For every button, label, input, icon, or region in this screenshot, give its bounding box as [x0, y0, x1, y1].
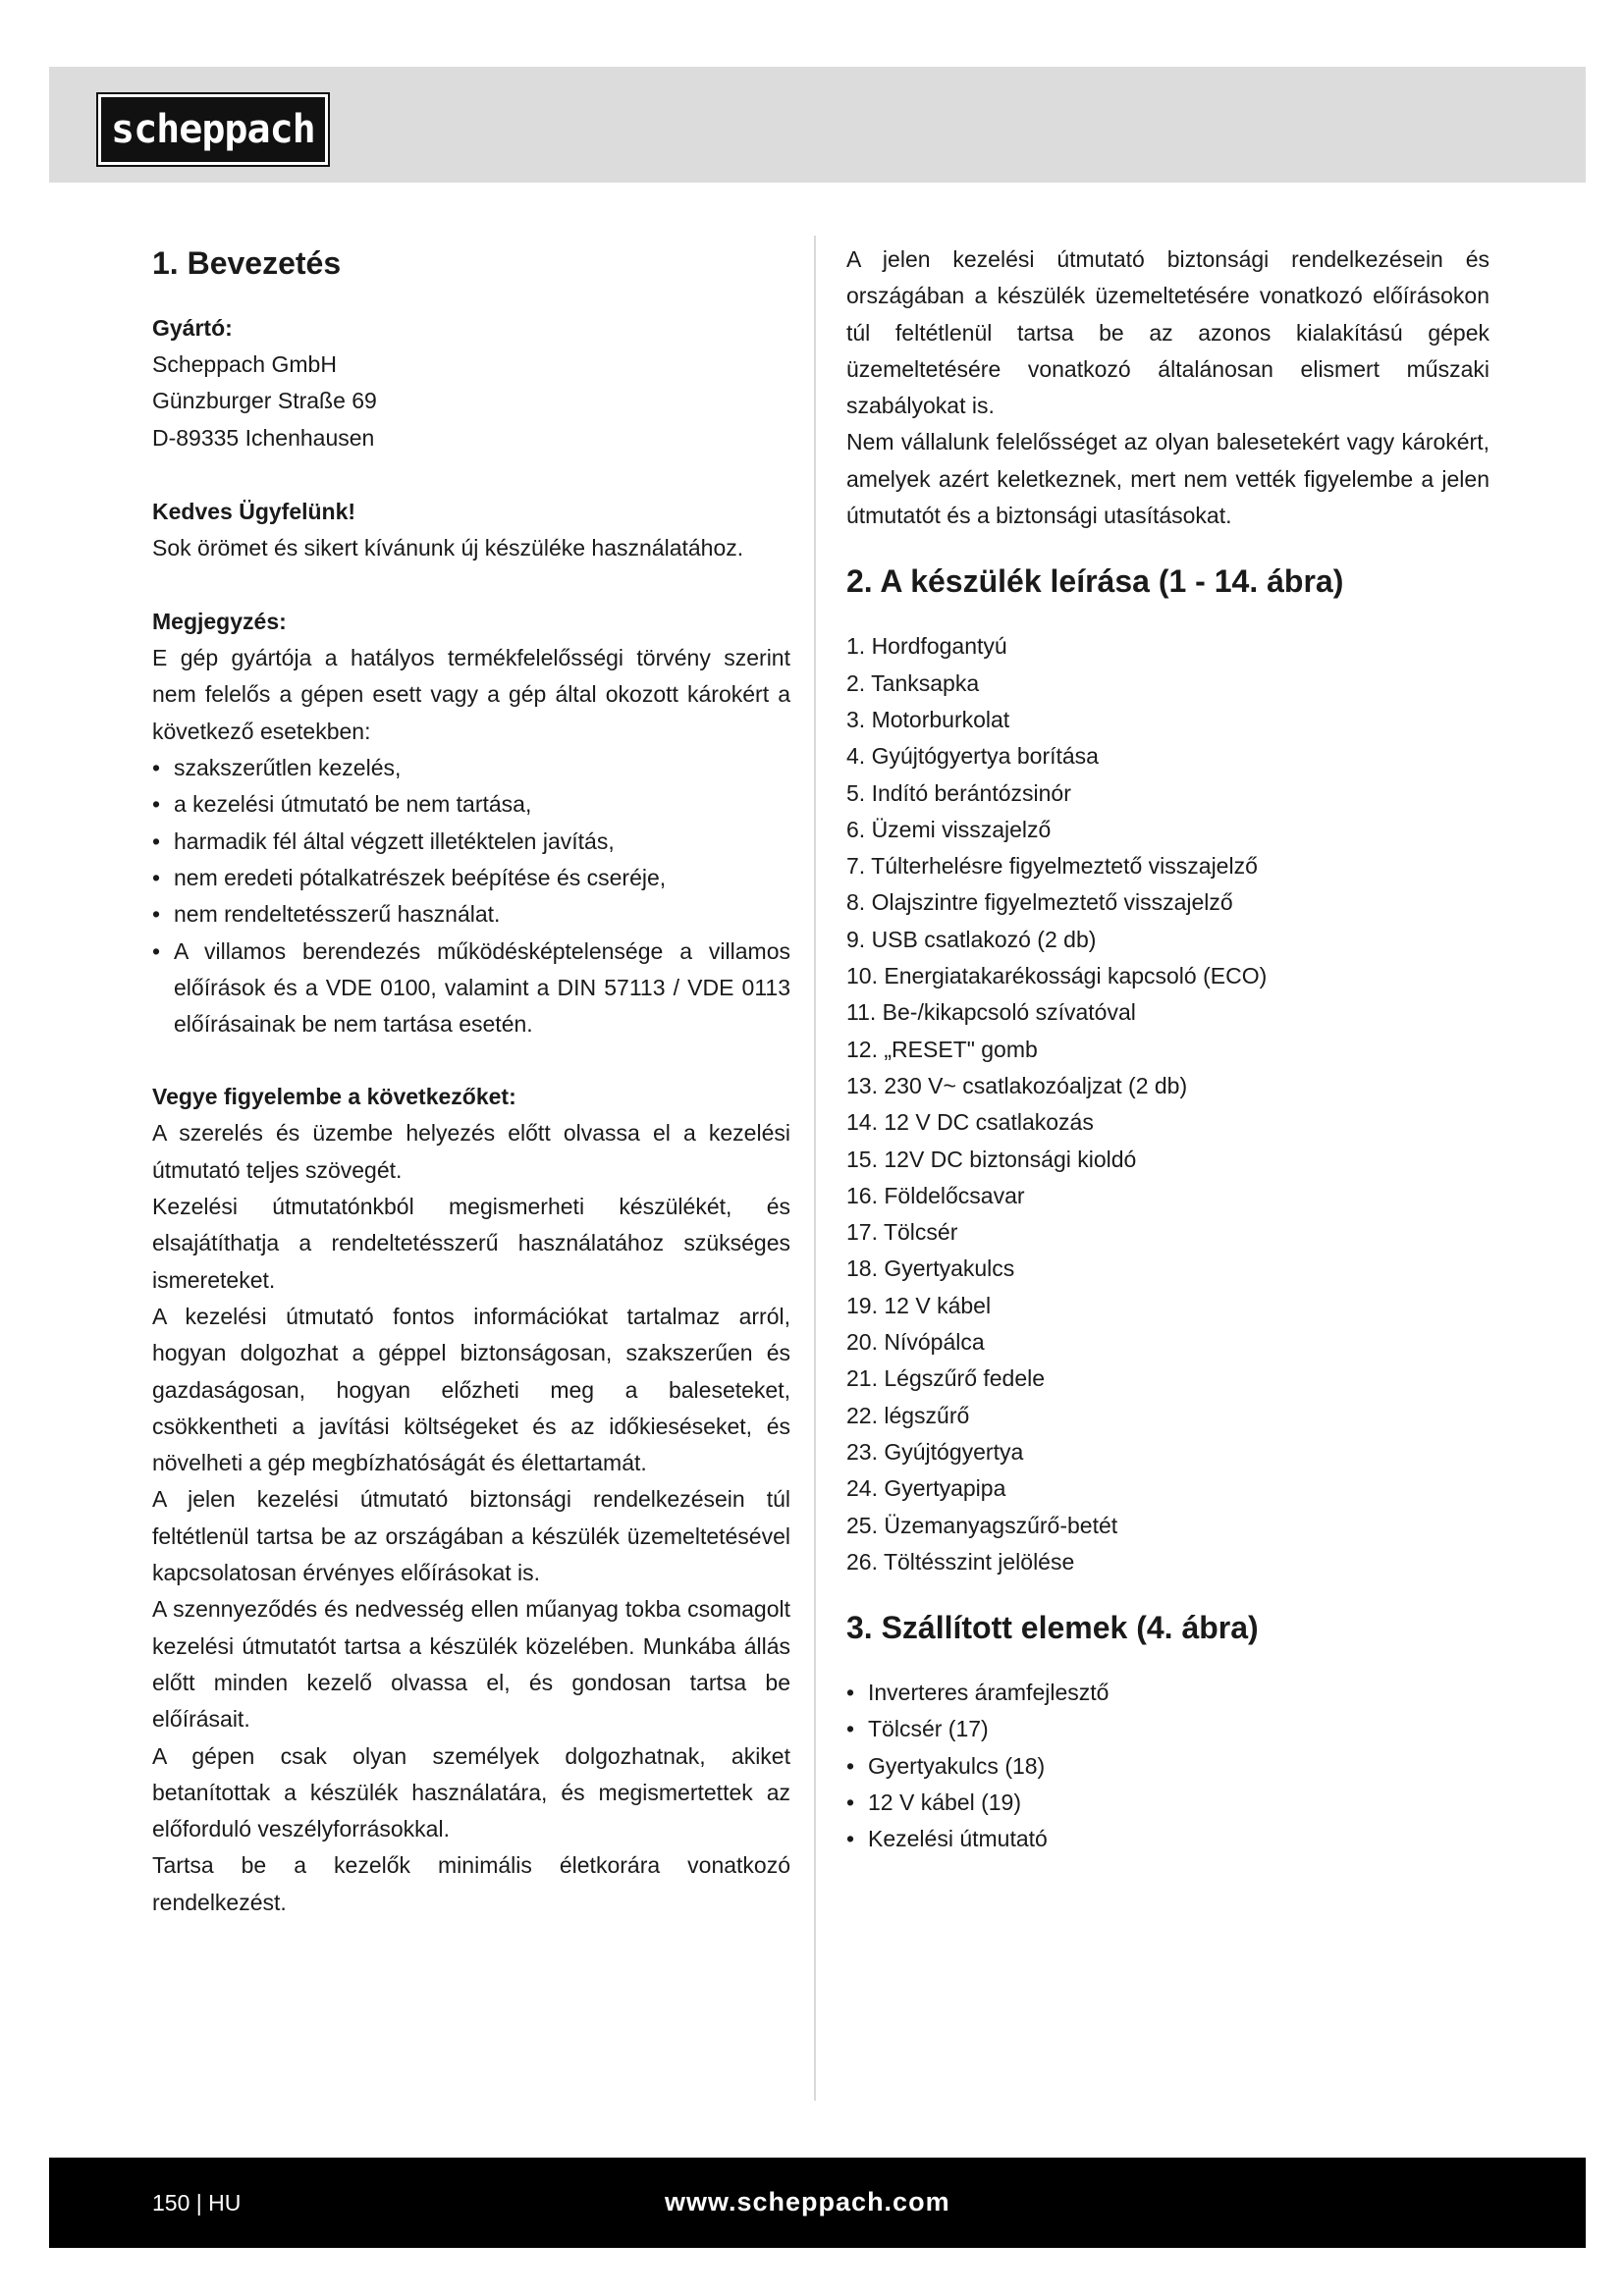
manufacturer-label: Gyártó:: [152, 315, 233, 341]
part-item: 22. légszűrő: [846, 1402, 970, 1428]
part-item: 5. Indító berántózsinór: [846, 779, 1071, 806]
note-bullet: • A villamos berendezés működésképtelensége a villamos előírások és a VDE 0100, valamint a DIN 57113 / VDE 0113 előírásainak be nem tartása esetén.: [152, 934, 790, 1043]
part-item: 14. 12 V DC csatlakozás: [846, 1109, 1094, 1136]
part-item: 15. 12V DC biztonsági kioldó: [846, 1146, 1137, 1172]
part-item: 24. Gyertyapipa: [846, 1475, 1006, 1502]
note-bullet-list: [152, 750, 790, 1042]
note-bullet: • nem rendeltetésszerű használat.: [152, 896, 790, 933]
part-item: 10. Energiatakarékossági kapcsoló (ECO): [846, 963, 1268, 989]
attention-paragraph: Tartsa be a kezelők minimális életkorára vonatkozó rendelkezést.: [152, 1852, 790, 1915]
right-column: [846, 241, 1489, 1858]
note-bullet: • harmadik fél által végzett illetéktelen javítás,: [152, 824, 790, 860]
part-item: 21. Légszűrő fedele: [846, 1365, 1046, 1392]
delivered-item: • Kezelési útmutató: [846, 1821, 1489, 1857]
part-item: 2. Tanksapka: [846, 669, 980, 696]
greeting-label: Kedves Ügyfelünk!: [152, 498, 356, 524]
intro-paragraph: A jelen kezelési útmutató biztonsági rendelkezésein és országában a készülék üzemeltetésére vonatkozó előírásokon túl feltétlenül tartsa be az azonos kialakítású gépek üzemeltetésére vonatkozó általánosan elismert műszaki szabályokat is.: [846, 246, 1489, 419]
part-item: 16. Földelőcsavar: [846, 1182, 1025, 1208]
attention-paragraph: Kezelési útmutatónkból megismerheti készülékét, és elsajátíthatja a rendeltetésszerű használatához szükséges ismereteket.: [152, 1194, 790, 1293]
intro-paragraph: Nem vállalunk felelősséget az olyan balesetekért vagy károkért, amelyek azért keletkeznek, mert nem vették figyelembe a jelen útmutatót és a biztonsági utasításokat.: [846, 429, 1489, 529]
delivered-item: • 12 V kábel (19): [846, 1785, 1489, 1821]
delivered-item: • Inverteres áramfejlesztő: [846, 1675, 1489, 1711]
part-item: 23. Gyújtógyertya: [846, 1438, 1024, 1465]
page-header: [49, 67, 1586, 183]
part-item: 3. Motorburkolat: [846, 706, 1010, 732]
part-item: 18. Gyertyakulcs: [846, 1255, 1015, 1282]
parts-list: [846, 628, 1489, 1580]
part-item: 8. Olajszintre figyelmeztető visszajelző: [846, 889, 1233, 916]
attention-paragraph: A szennyeződés és nedvesség ellen műanyag tokba csomagolt kezelési útmutatót tartsa a készülék közelében. Munkába állás előtt minden kezelő olvassa el, és gondosan tartsa be előírásait.: [152, 1596, 790, 1733]
part-item: 9. USB csatlakozó (2 db): [846, 926, 1097, 952]
page-number: 150 | HU: [152, 2190, 242, 2216]
left-column: [152, 241, 790, 1921]
part-item: 19. 12 V kábel: [846, 1292, 992, 1318]
note-bullet: • nem eredeti pótalkatrészek beépítése és cseréje,: [152, 860, 790, 896]
section-1-title: 1. Bevezetés: [152, 245, 342, 281]
part-item: 20. Nívópálca: [846, 1329, 985, 1356]
part-item: 7. Túlterhelésre figyelmeztető visszajelző: [846, 853, 1258, 880]
note-label: Megjegyzés:: [152, 609, 287, 635]
part-item: 1. Hordfogantyú: [846, 633, 1007, 660]
part-item: 13. 230 V~ csatlakozóaljzat (2 db): [846, 1072, 1188, 1098]
attention-paragraph: A gépen csak olyan személyek dolgozhatnak, akiket betanítottak a készülék használatára, és megismertettek az előforduló veszélyforrásokkal.: [152, 1742, 790, 1842]
column-divider: [814, 236, 816, 2101]
address-line: Scheppach GmbH: [152, 351, 337, 377]
section-3-title: 3. Szállított elemek (4. ábra): [846, 1610, 1259, 1646]
part-item: 11. Be-/kikapcsoló szívatóval: [846, 999, 1136, 1026]
attention-label: Vegye figyelembe a következőket:: [152, 1084, 516, 1110]
note-text: E gép gyártója a hatályos termékfelelősségi törvény szerint nem felelős a gépen esett vagy a gép által okozott károkért a következő esetekben:: [152, 645, 790, 744]
delivered-item: • Gyertyakulcs (18): [846, 1748, 1489, 1785]
section-2-title: 2. A készülék leírása (1 - 14. ábra): [846, 563, 1344, 600]
note-bullet: • szakszerűtlen kezelés,: [152, 750, 790, 786]
attention-paragraph: A szerelés és üzembe helyezés előtt olvassa el a kezelési útmutató teljes szövegét.: [152, 1120, 790, 1183]
delivered-item: • Tölcsér (17): [846, 1711, 1489, 1747]
attention-paragraph: A kezelési útmutató fontos információkat tartalmaz arról, hogyan dolgozhat a géppel biztonságosan, szakszerűen és gazdaságosan, hogyan előzheti meg a baleseteket, csökkentheti a javítási költségeket és az időkieséseket, és növelheti a gép megbízhatóságát és élettartamát.: [152, 1303, 790, 1476]
part-item: 26. Töltésszint jelölése: [846, 1548, 1075, 1575]
note-bullet: • a kezelési útmutató be nem tartása,: [152, 786, 790, 823]
website-link[interactable]: www.scheppach.com: [665, 2187, 950, 2216]
attention-paragraph: A jelen kezelési útmutató biztonsági rendelkezésein túl feltétlenül tartsa be az országában a készülék üzemeltetésével kapcsolatosan érvényes előírásokat is.: [152, 1486, 790, 1586]
delivered-items-list: [846, 1675, 1489, 1857]
part-item: 6. Üzemi visszajelző: [846, 816, 1052, 842]
address-line: Günzburger Straße 69: [152, 388, 377, 414]
part-item: 25. Üzemanyagszűrő-betét: [846, 1512, 1118, 1538]
page-footer: [49, 2158, 1586, 2248]
part-item: 17. Tölcsér: [846, 1219, 958, 1246]
part-item: 4. Gyújtógyertya borítása: [846, 743, 1099, 770]
scheppach-logo: scheppach: [98, 94, 328, 165]
part-item: 12. „RESET" gomb: [846, 1036, 1038, 1062]
greeting-text: Sok örömet és sikert kívánunk új készüléke használatához.: [152, 534, 744, 561]
address-line: D-89335 Ichenhausen: [152, 424, 375, 451]
